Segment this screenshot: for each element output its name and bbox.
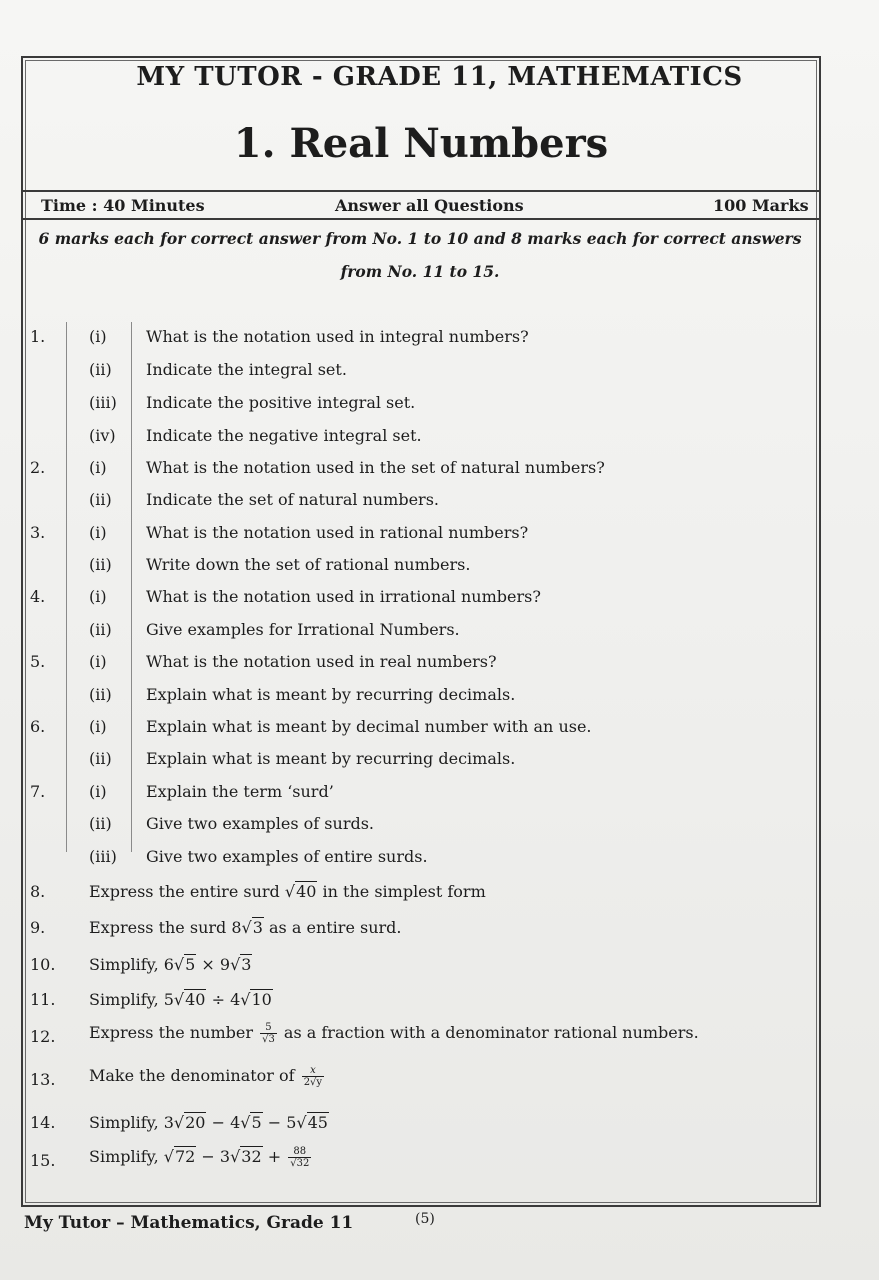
square-root-icon: √ bbox=[230, 1147, 241, 1166]
radicand: 45 bbox=[307, 1113, 328, 1132]
marking-scheme-line2: from No. 11 to 15. bbox=[340, 262, 500, 281]
marks-label: 100 Marks bbox=[713, 196, 809, 215]
question-part-label: (ii) bbox=[89, 814, 112, 833]
radicand: 72 bbox=[174, 1147, 196, 1166]
fraction-numerator: 88 bbox=[288, 1146, 311, 1158]
meta-divider bbox=[22, 218, 820, 220]
question-part-label: (i) bbox=[89, 458, 107, 477]
square-root-icon: √ bbox=[240, 1113, 251, 1132]
text-fragment: as a entire surd. bbox=[263, 918, 402, 937]
radicand: 20 bbox=[185, 1113, 206, 1132]
radicand: 3 bbox=[252, 918, 263, 937]
question-text: Give two examples of surds. bbox=[146, 814, 375, 833]
text-fragment: − 5 bbox=[262, 1113, 297, 1132]
question-text bbox=[89, 918, 401, 937]
question-text: Give two examples of entire surds. bbox=[146, 847, 428, 866]
question-part-label: (i) bbox=[89, 587, 107, 606]
text-fragment: Simplify, 3 bbox=[89, 1113, 174, 1132]
text-fragment: Express the entire surd bbox=[89, 882, 285, 901]
number-column-divider bbox=[66, 322, 67, 852]
fraction bbox=[288, 1146, 311, 1169]
question-number: 5. bbox=[30, 652, 46, 671]
chapter-title: 1. Real Numbers bbox=[233, 120, 609, 167]
text-fragment: Simplify, 6 bbox=[89, 955, 174, 974]
question-number: 1. bbox=[30, 327, 46, 346]
question-part-label: (i) bbox=[89, 652, 107, 671]
document-title: MY TUTOR - GRADE 11, MATHEMATICS bbox=[136, 62, 743, 92]
question-text bbox=[89, 990, 273, 1009]
question-part-label: (iv) bbox=[89, 426, 116, 445]
page-number: (5) bbox=[415, 1211, 435, 1227]
header-divider bbox=[22, 190, 820, 192]
square-root-icon: √ bbox=[240, 990, 251, 1009]
radicand: 5 bbox=[251, 1113, 262, 1132]
question-part-label: (i) bbox=[89, 717, 107, 736]
fraction bbox=[302, 1065, 324, 1088]
question-part-label: (iii) bbox=[89, 393, 117, 412]
question-number: 15. bbox=[30, 1151, 56, 1170]
text-fragment: Simplify, 5 bbox=[89, 990, 174, 1009]
radicand: 3 bbox=[241, 955, 252, 974]
question-text bbox=[89, 1113, 329, 1132]
question-text: What is the notation used in real numbers? bbox=[146, 652, 497, 671]
square-root-icon: √ bbox=[241, 918, 252, 937]
question-part-label: (ii) bbox=[89, 360, 112, 379]
question-number: 6. bbox=[30, 717, 46, 736]
text-fragment: − 3 bbox=[196, 1147, 231, 1166]
question-number: 3. bbox=[30, 523, 46, 542]
text-fragment: Simplify, bbox=[89, 1147, 164, 1166]
question-text: Write down the set of rational numbers. bbox=[146, 555, 471, 574]
question-part-label: (ii) bbox=[89, 749, 112, 768]
question-number: 8. bbox=[30, 882, 46, 901]
fraction-denominator: √32 bbox=[290, 1158, 310, 1169]
question-number: 4. bbox=[30, 587, 46, 606]
question-number: 14. bbox=[30, 1113, 56, 1132]
question-text bbox=[89, 1022, 699, 1045]
question-text: Explain the term ‘surd’ bbox=[146, 782, 334, 801]
question-text: Explain what is meant by recurring decimals. bbox=[146, 749, 516, 768]
question-number: 7. bbox=[30, 782, 46, 801]
question-text: Give examples for Irrational Numbers. bbox=[146, 620, 460, 639]
question-text bbox=[89, 955, 252, 974]
square-root-icon: √ bbox=[284, 882, 296, 901]
fraction-denominator: √3 bbox=[262, 1034, 275, 1045]
question-text bbox=[89, 1065, 326, 1088]
question-number: 11. bbox=[30, 990, 56, 1009]
question-text: Indicate the positive integral set. bbox=[146, 393, 416, 412]
radicand: 40 bbox=[185, 990, 206, 1009]
question-text: Indicate the integral set. bbox=[146, 360, 347, 379]
question-number: 9. bbox=[30, 918, 46, 937]
footer-title: My Tutor – Mathematics, Grade 11 bbox=[24, 1213, 354, 1233]
question-text: What is the notation used in irrational numbers? bbox=[146, 587, 541, 606]
question-number: 2. bbox=[30, 458, 46, 477]
text-fragment: − 4 bbox=[206, 1113, 241, 1132]
question-part-label: (i) bbox=[89, 782, 107, 801]
question-part-label: (i) bbox=[89, 327, 107, 346]
fraction bbox=[260, 1022, 277, 1045]
time-label: Time : 40 Minutes bbox=[41, 196, 205, 215]
square-root-icon: √ bbox=[230, 955, 241, 974]
marking-scheme-line1: 6 marks each for correct answer from No. 1 to 10 and 8 marks each for correct answers bbox=[38, 229, 802, 248]
text-fragment: × 9 bbox=[196, 955, 231, 974]
fraction-numerator: x bbox=[302, 1065, 324, 1077]
question-text: Explain what is meant by decimal number with an use. bbox=[146, 717, 592, 736]
square-root-icon: √ bbox=[173, 955, 185, 974]
radicand: 32 bbox=[241, 1147, 262, 1166]
radicand: 10 bbox=[251, 990, 272, 1009]
question-number: 13. bbox=[30, 1070, 56, 1089]
question-text: Indicate the set of natural numbers. bbox=[146, 490, 439, 509]
question-text bbox=[89, 882, 486, 901]
square-root-icon: √ bbox=[296, 1113, 307, 1132]
square-root-icon: √ bbox=[163, 1147, 174, 1166]
question-text: What is the notation used in the set of natural numbers? bbox=[146, 458, 605, 477]
question-text: Explain what is meant by recurring decimals. bbox=[146, 685, 516, 704]
fraction-numerator: 5 bbox=[260, 1022, 277, 1034]
question-part-label: (ii) bbox=[89, 555, 112, 574]
question-number: 12. bbox=[30, 1027, 56, 1046]
question-part-label: (iii) bbox=[89, 847, 117, 866]
radicand: 40 bbox=[296, 882, 317, 901]
text-fragment: Express the surd 8 bbox=[89, 918, 242, 937]
text-fragment: + bbox=[262, 1147, 287, 1166]
fraction-denominator: 2√y bbox=[303, 1077, 323, 1088]
question-part-label: (i) bbox=[89, 523, 107, 542]
instruction-label: Answer all Questions bbox=[335, 196, 524, 215]
text-fragment: Express the number bbox=[89, 1023, 259, 1042]
text-fragment: Make the denominator of bbox=[89, 1066, 300, 1085]
radicand: 5 bbox=[185, 955, 196, 974]
square-root-icon: √ bbox=[173, 1113, 185, 1132]
question-text bbox=[89, 1146, 313, 1169]
square-root-icon: √ bbox=[173, 990, 185, 1009]
text-fragment: in the simplest form bbox=[317, 882, 486, 901]
question-text: What is the notation used in rational numbers? bbox=[146, 523, 529, 542]
text-fragment: as a fraction with a denominator rational numbers. bbox=[278, 1023, 699, 1042]
text-fragment: ÷ 4 bbox=[206, 990, 241, 1009]
question-text: What is the notation used in integral numbers? bbox=[146, 327, 529, 346]
sub-column-divider bbox=[131, 322, 132, 852]
question-part-label: (ii) bbox=[89, 685, 112, 704]
question-text: Indicate the negative integral set. bbox=[146, 426, 422, 445]
question-number: 10. bbox=[30, 955, 56, 974]
question-part-label: (ii) bbox=[89, 490, 112, 509]
question-part-label: (ii) bbox=[89, 620, 112, 639]
